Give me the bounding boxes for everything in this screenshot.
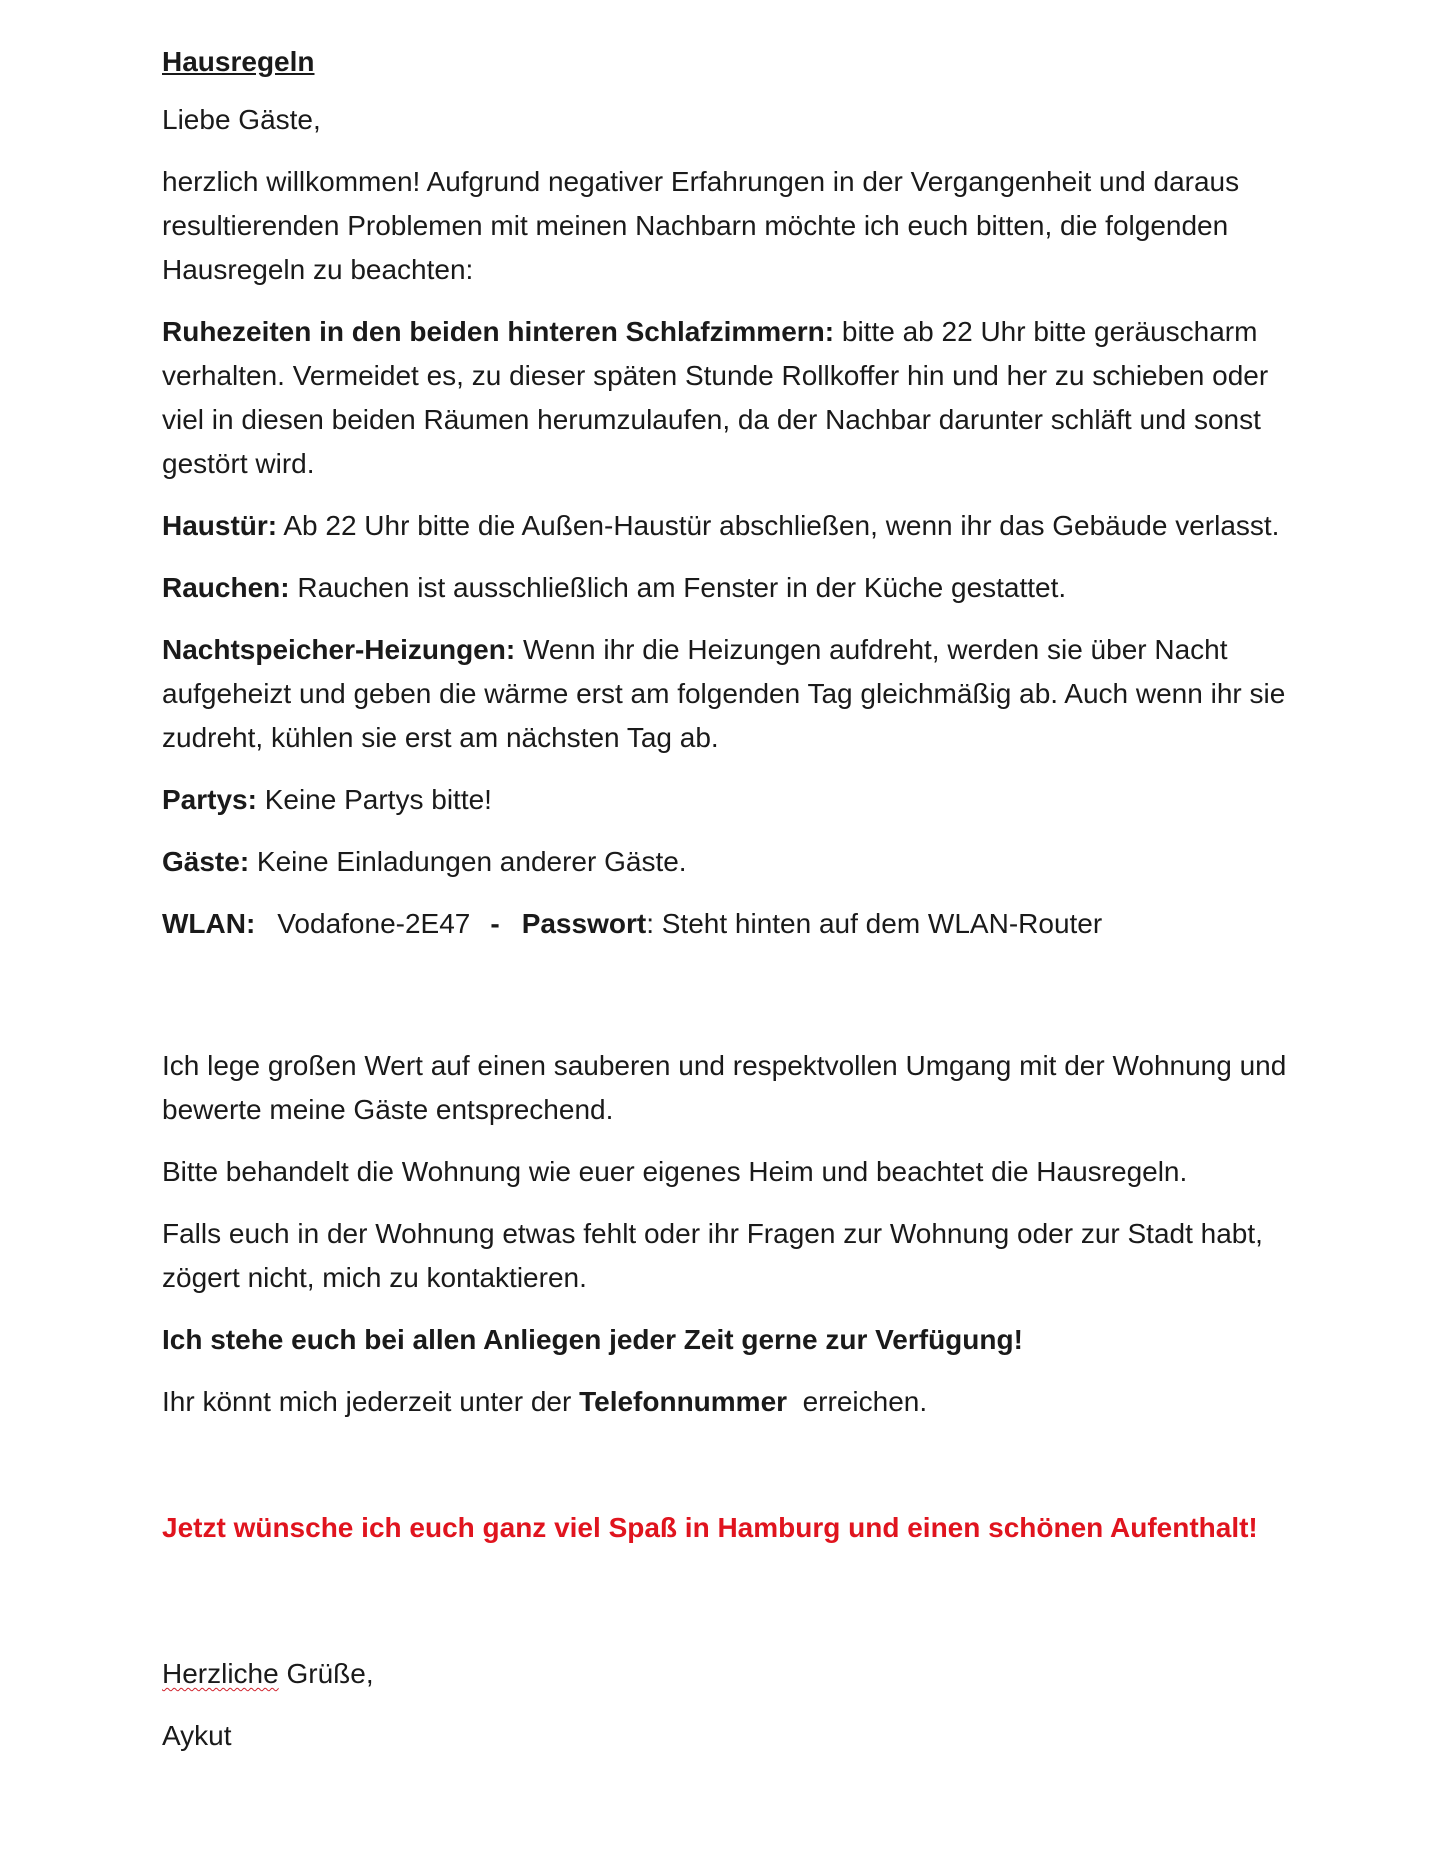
closing-treat: Bitte behandelt die Wohnung wie euer eigenes Heim und beachtet die Hausregeln. xyxy=(162,1156,1188,1187)
rule-heizungen xyxy=(162,628,1312,760)
rule-text: Keine Einladungen anderer Gäste. xyxy=(249,846,687,877)
rule-text: Keine Partys bitte! xyxy=(256,784,492,815)
rule-label: Ruhezeiten in den beiden hinteren Schlafzimmern: xyxy=(162,316,835,347)
wlan-dash: - xyxy=(490,908,500,939)
signoff-rest: Grüße, xyxy=(278,1658,374,1689)
rule-label: Rauchen: xyxy=(162,572,290,603)
wlan-password-text: : Steht hinten auf dem WLAN-Router xyxy=(646,908,1103,939)
rule-label: Gäste: xyxy=(162,846,250,877)
wlan-password-label: Passwort xyxy=(521,908,647,939)
wlan-info xyxy=(162,902,1312,946)
signoff xyxy=(162,1652,1312,1696)
rule-text: Ab 22 Uhr bitte die Außen-Haustür abschließen, wenn ihr das Gebäude verlasst. xyxy=(277,510,1280,541)
rule-text: Wenn ihr die Heizungen aufdreht, werden sie über Nacht aufgeheizt und geben die wärme erst am folgenden Tag gleichmäßig ab. Auch wenn ihr sie zudreht, kühlen sie erst am nächsten Tag ab. xyxy=(162,634,1286,753)
phone-suffix: erreichen. xyxy=(787,1386,928,1417)
rule-label: Haustür: xyxy=(162,510,278,541)
phone-label: Telefonnummer xyxy=(579,1386,788,1417)
rule-text: bitte ab 22 Uhr bitte geräuscharm verhalten. Vermeidet es, zu dieser späten Stunde Rollkoffer hin und her zu schieben oder viel in diesen beiden Räumen herumzulaufen, da der Nachbar darunter schläft und sonst gestört wird. xyxy=(162,316,1269,479)
rule-gaeste xyxy=(162,840,1312,884)
closing-phone xyxy=(162,1380,1312,1424)
wish-line: Jetzt wünsche ich euch ganz viel Spaß in Hamburg und einen schönen Aufenthalt! xyxy=(162,1512,1258,1543)
rule-partys xyxy=(162,778,1312,822)
page-title: Hausregeln xyxy=(162,46,315,77)
intro-paragraph: herzlich willkommen! Aufgrund negativer Erfahrungen in der Vergangenheit und daraus resultierenden Problemen mit meinen Nachbarn möchte ich euch bitten, die folgenden Hausregeln zu beachten: xyxy=(162,166,1240,285)
document-page xyxy=(162,40,1312,1776)
rule-rauchen xyxy=(162,566,1312,610)
rule-label: Partys: xyxy=(162,784,257,815)
rule-ruhezeiten xyxy=(162,310,1312,486)
closing-respect: Ich lege großen Wert auf einen sauberen und respektvollen Umgang mit der Wohnung und bewerte meine Gäste entsprechend. xyxy=(162,1050,1287,1125)
greeting: Liebe Gäste, xyxy=(162,104,321,135)
closing-available: Ich stehe euch bei allen Anliegen jeder Zeit gerne zur Verfügung! xyxy=(162,1324,1023,1355)
closing-questions: Falls euch in der Wohnung etwas fehlt oder ihr Fragen zur Wohnung oder zur Stadt habt, zögert nicht, mich zu kontaktieren. xyxy=(162,1218,1263,1293)
wlan-label: WLAN: xyxy=(162,908,256,939)
signoff-word: Herzliche xyxy=(162,1658,279,1689)
rule-label: Nachtspeicher-Heizungen: xyxy=(162,634,516,665)
signature-name: Aykut xyxy=(162,1720,232,1751)
rule-text: Rauchen ist ausschließlich am Fenster in der Küche gestattet. xyxy=(289,572,1067,603)
phone-prefix: Ihr könnt mich jederzeit unter der xyxy=(162,1386,580,1417)
rule-haustuer xyxy=(162,504,1312,548)
wlan-network-name: Vodafone-2E47 xyxy=(277,908,471,939)
